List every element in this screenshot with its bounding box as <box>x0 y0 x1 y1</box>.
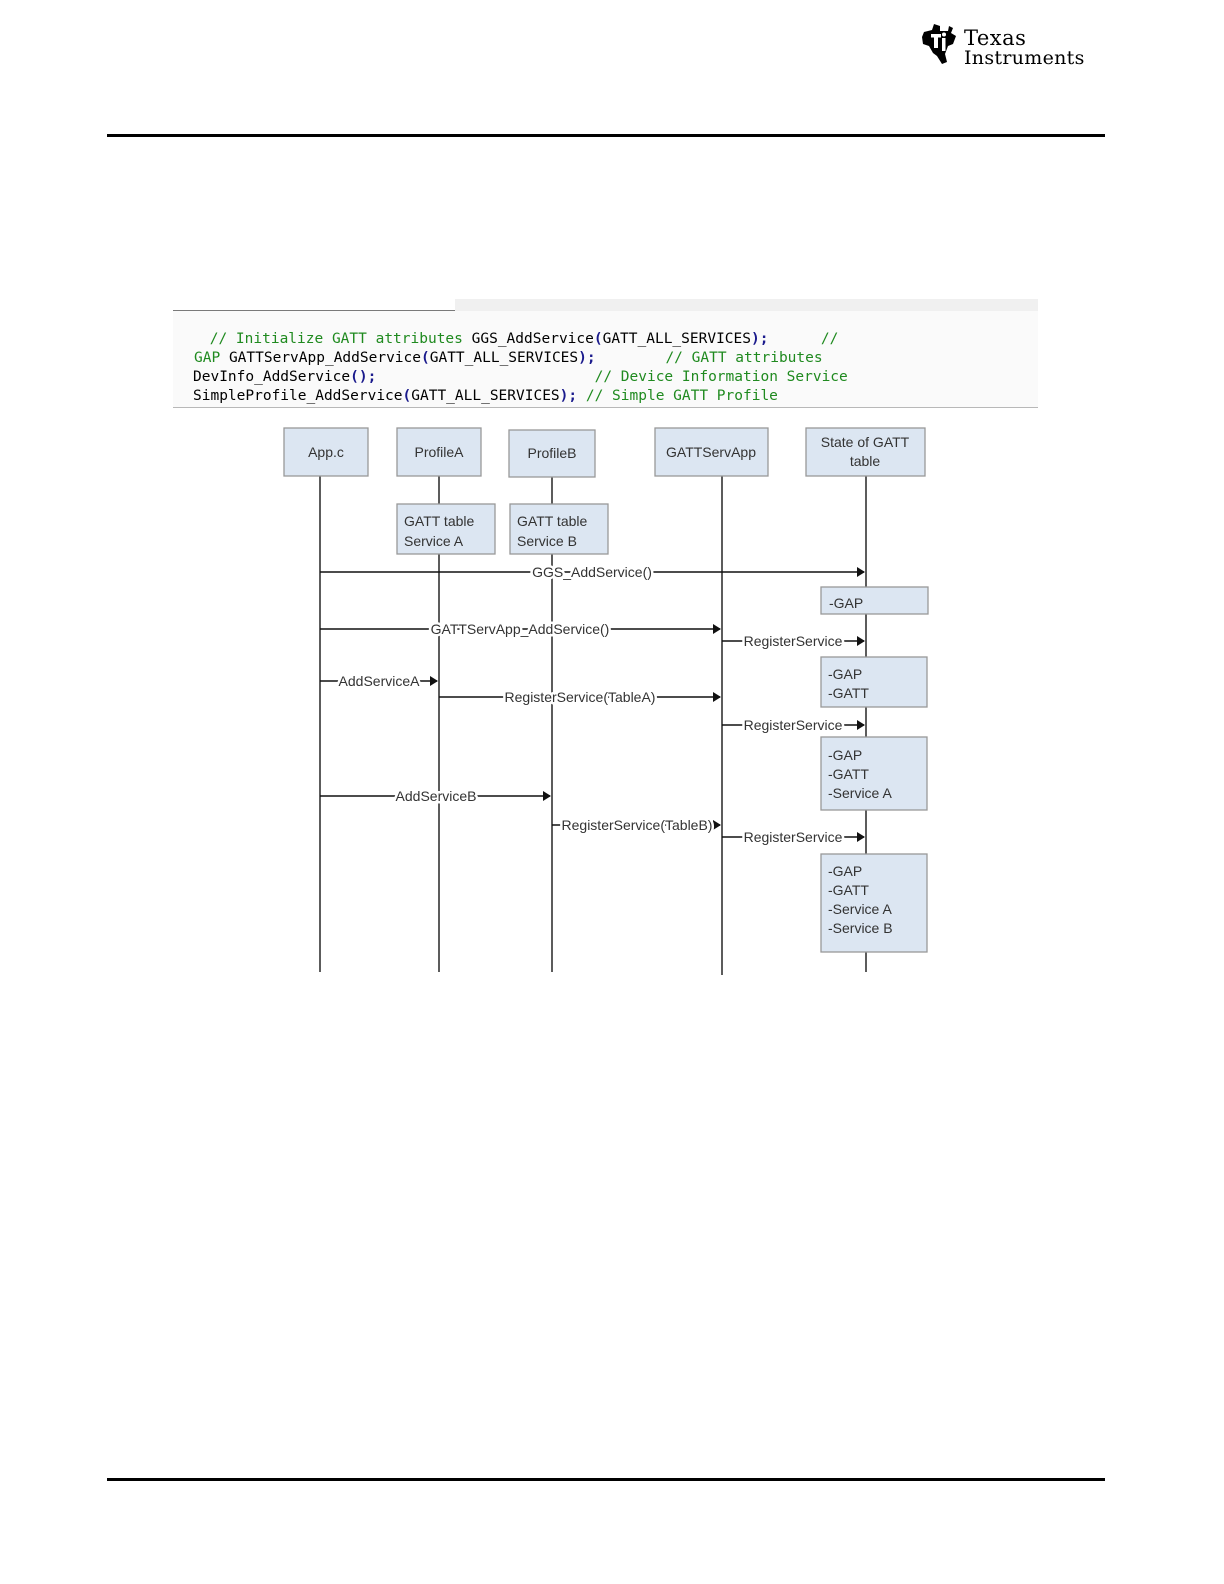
code-comment: // Device Information Service <box>594 369 848 385</box>
code-punct: ); <box>559 388 578 404</box>
msg-register-service-1-label: RegisterService <box>743 633 843 649</box>
code-comment: // Initialize GATT attributes <box>201 331 463 347</box>
state-2-item: -GATT <box>828 685 869 701</box>
gatt-table-b-label-line2: Service B <box>517 533 577 549</box>
participant-app-label: App.c <box>308 444 344 460</box>
msg-add-service-a-label: AddServiceA <box>338 673 420 689</box>
code-punct: ); <box>751 331 769 347</box>
code-arg: GATT_ALL_SERVICES <box>602 331 751 347</box>
participant-profile-a-label: ProfileA <box>414 444 464 460</box>
footer-rule <box>107 1478 1105 1481</box>
participant-gattservapp-label: GATTServApp <box>666 444 756 460</box>
logo-line-2: Instruments <box>964 47 1085 69</box>
state-4-item: -Service B <box>828 920 893 936</box>
code-arg: GATT_ALL_SERVICES <box>429 350 579 366</box>
code-comment: GAP <box>194 350 221 366</box>
code-comment: // Simple GATT Profile <box>585 388 778 404</box>
msg-gattservapp-add-service-label: GATTServApp_AddService() <box>430 621 610 637</box>
code-arg: GATT_ALL_SERVICES <box>411 388 560 404</box>
msg-add-service-b-label: AddServiceB <box>395 788 477 804</box>
code-call: SimpleProfile_AddService <box>193 388 403 404</box>
participant-state-label-line2: table <box>849 453 881 469</box>
participant-profile-b-label: ProfileB <box>527 445 577 461</box>
code-punct: (); <box>350 369 377 385</box>
state-3-item: -GATT <box>828 766 869 782</box>
msg-ggs-add-service-label: GGS_AddService() <box>532 564 652 580</box>
state-4-item: -GAP <box>828 863 863 879</box>
code-call: GGS_AddService <box>471 331 594 347</box>
state-4-item: -GATT <box>828 882 869 898</box>
code-punct: ( <box>421 350 430 366</box>
code-punct: ( <box>402 388 412 404</box>
state-2-item: -GAP <box>828 666 863 682</box>
gatt-table-a-label-line2: Service A <box>404 533 464 549</box>
gatt-table-b-label-line1: GATT table <box>517 513 588 529</box>
msg-register-service-2-label: RegisterService <box>743 717 843 733</box>
code-call: GATTServApp_AddService <box>228 350 421 366</box>
participant-state-label-line1: State of GATT <box>820 434 910 450</box>
msg-register-service-3-label: RegisterService <box>743 829 843 845</box>
gatt-table-a-label-line1: GATT table <box>404 513 475 529</box>
msg-register-service-table-a-label: RegisterService(TableA) <box>504 689 656 705</box>
code-punct: ); <box>578 350 596 366</box>
code-comment: // <box>820 331 839 347</box>
code-comment: // GATT attributes <box>665 350 823 366</box>
logo-line-1: Texas <box>964 26 1027 50</box>
msg-register-service-table-b-label: RegisterService(TableB) <box>561 817 713 833</box>
code-call: DevInfo_AddService <box>193 369 351 385</box>
state-3-item: -GAP <box>828 747 863 763</box>
state-3-item: -Service A <box>828 785 892 801</box>
state-1-item: -GAP <box>829 595 864 611</box>
code-punct: ( <box>593 331 603 347</box>
state-4-item: -Service A <box>828 901 892 917</box>
